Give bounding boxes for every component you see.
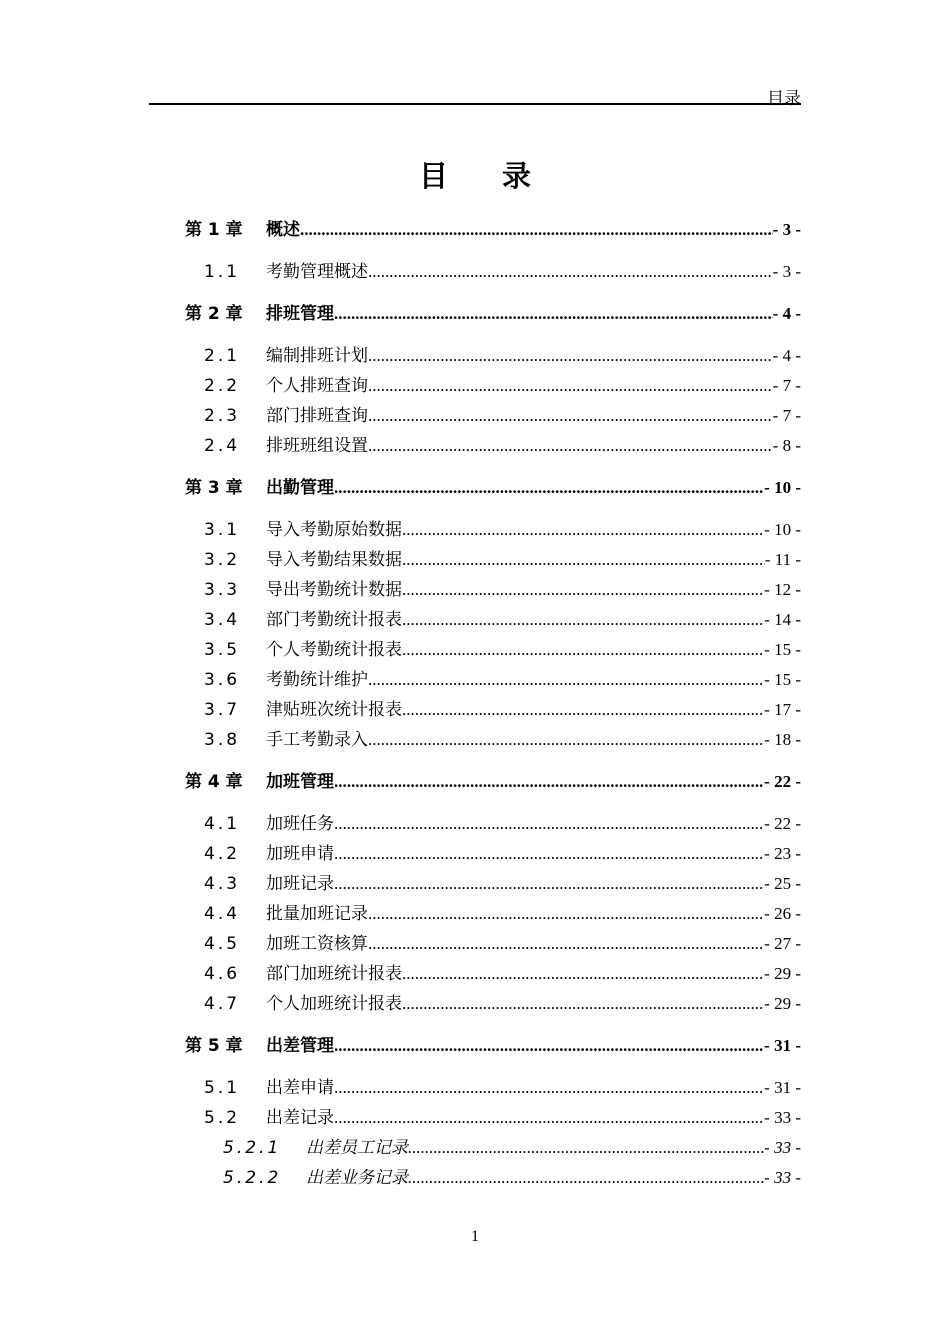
toc-leader-dots	[402, 577, 764, 603]
toc-leader-dots	[402, 961, 764, 987]
toc-entry-title: 部门考勤统计报表	[266, 610, 402, 630]
toc-entry-line	[266, 871, 801, 897]
toc-leader-dots	[402, 607, 764, 633]
toc-section-entry[interactable]	[0, 577, 950, 603]
toc-entry-line	[306, 1165, 801, 1191]
toc-leader-dots	[334, 841, 764, 867]
toc-section-entry[interactable]	[0, 547, 950, 573]
toc-section-entry[interactable]	[0, 517, 950, 543]
toc-entry-line	[266, 547, 801, 573]
toc-chapter-entry[interactable]	[0, 475, 950, 501]
toc-entry-page: - 23 -	[764, 844, 801, 863]
toc-entry-line	[266, 259, 801, 285]
toc-entry-page: - 27 -	[764, 934, 801, 953]
toc-entry-line	[266, 1033, 801, 1059]
toc-entry-title: 出差管理	[266, 1036, 334, 1056]
toc-leader-dots	[402, 517, 764, 543]
toc-entry-number: 第 1 章	[185, 220, 243, 240]
toc-leader-dots	[334, 769, 764, 795]
toc-section-entry[interactable]	[0, 1075, 950, 1101]
toc-leader-dots	[334, 871, 764, 897]
toc-entry-number: 3.5	[204, 640, 241, 660]
toc-chapter-entry[interactable]	[0, 217, 950, 243]
toc-section-entry[interactable]	[0, 343, 950, 369]
toc-entry-page: - 29 -	[764, 964, 801, 983]
toc-leader-dots	[334, 1075, 764, 1101]
toc-chapter-entry[interactable]	[0, 301, 950, 327]
toc-section-entry[interactable]	[0, 1105, 950, 1131]
toc-leader-dots	[334, 475, 764, 501]
toc-section-entry[interactable]	[0, 901, 950, 927]
toc-entry-line	[266, 403, 801, 429]
toc-leader-dots	[402, 697, 764, 723]
toc-entry-page: - 7 -	[772, 376, 801, 395]
toc-entry-title: 考勤管理概述	[266, 262, 368, 282]
toc-entry-number: 2.3	[204, 406, 241, 426]
toc-entry-number: 4.4	[204, 904, 241, 924]
toc-entry-title: 出差记录	[266, 1108, 334, 1128]
toc-chapter-entry[interactable]	[0, 769, 950, 795]
toc-entry-number: 4.2	[204, 844, 241, 864]
toc-entry-title: 个人加班统计报表	[266, 994, 402, 1014]
toc-entry-title: 个人排班查询	[266, 376, 368, 396]
toc-leader-dots	[368, 433, 773, 459]
toc-leader-dots	[402, 637, 764, 663]
toc-section-entry[interactable]	[0, 667, 950, 693]
toc-entry-line	[266, 475, 801, 501]
toc-entry-title: 批量加班记录	[266, 904, 368, 924]
toc-entry-page: - 12 -	[764, 580, 801, 599]
running-header: 目录	[767, 89, 801, 109]
toc-entry-page: - 7 -	[772, 406, 801, 425]
toc-entry-line	[266, 343, 801, 369]
toc-entry-line	[266, 727, 801, 753]
toc-entry-number: 5.2.1	[223, 1138, 282, 1158]
toc-leader-dots	[368, 931, 764, 957]
toc-section-entry[interactable]	[0, 841, 950, 867]
toc-entry-number: 4.7	[204, 994, 241, 1014]
toc-section-entry[interactable]	[0, 727, 950, 753]
toc-subsection-entry[interactable]	[0, 1135, 950, 1161]
toc-entry-number: 3.7	[204, 700, 241, 720]
toc-entry-number: 3.2	[204, 550, 241, 570]
toc-entry-page: - 15 -	[764, 640, 801, 659]
toc-entry-page: - 4 -	[772, 304, 801, 323]
toc-entry-line	[266, 1105, 801, 1131]
toc-entry-page: - 29 -	[764, 994, 801, 1013]
toc-entry-number: 2.2	[204, 376, 241, 396]
toc-entry-page: - 22 -	[764, 772, 801, 791]
toc-leader-dots	[368, 727, 764, 753]
toc-entry-number: 3.8	[204, 730, 241, 750]
toc-entry-line	[306, 1135, 801, 1161]
toc-entry-title: 导出考勤统计数据	[266, 580, 402, 600]
toc-entry-number: 1.1	[204, 262, 241, 282]
toc-entry-title: 加班申请	[266, 844, 334, 864]
header-rule	[149, 103, 801, 105]
toc-entry-line	[266, 373, 801, 399]
toc-entry-title: 出差申请	[266, 1078, 334, 1098]
toc-entry-title: 出勤管理	[266, 478, 334, 498]
toc-entry-page: - 33 -	[764, 1168, 801, 1187]
toc-entry-title: 排班管理	[266, 304, 334, 324]
toc-chapter-entry[interactable]	[0, 1033, 950, 1059]
toc-entry-number: 5.2	[204, 1108, 241, 1128]
toc-entry-page: - 14 -	[764, 610, 801, 629]
toc-entry-page: - 10 -	[764, 478, 801, 497]
toc-entry-line	[266, 769, 801, 795]
toc-entry-page: - 18 -	[764, 730, 801, 749]
toc-entry-line	[266, 607, 801, 633]
toc-entry-line	[266, 841, 801, 867]
toc-entry-title: 考勤统计维护	[266, 670, 368, 690]
toc-entry-number: 第 2 章	[185, 304, 243, 324]
toc-entry-number: 3.3	[204, 580, 241, 600]
toc-leader-dots	[368, 901, 764, 927]
toc-leader-dots	[402, 991, 764, 1017]
page-number: 1	[471, 1228, 479, 1245]
toc-entry-title: 加班任务	[266, 814, 334, 834]
toc-section-entry[interactable]	[0, 931, 950, 957]
toc-entry-title: 出差业务记录	[306, 1168, 408, 1188]
toc-entry-page: - 3 -	[772, 220, 801, 239]
page-title: 目 录	[418, 159, 554, 193]
toc-section-entry[interactable]	[0, 259, 950, 285]
toc-entry-title: 个人考勤统计报表	[266, 640, 402, 660]
toc-entry-number: 2.1	[204, 346, 241, 366]
toc-entry-line	[266, 697, 801, 723]
toc-entry-page: - 33 -	[764, 1138, 801, 1157]
toc-entry-line	[266, 217, 801, 243]
toc-leader-dots	[402, 547, 765, 573]
toc-entry-title: 部门排班查询	[266, 406, 368, 426]
toc-entry-title: 加班管理	[266, 772, 334, 792]
toc-leader-dots	[334, 1105, 764, 1131]
toc-leader-dots	[408, 1135, 764, 1161]
toc-leader-dots	[368, 373, 773, 399]
toc-entry-line	[266, 931, 801, 957]
toc-leader-dots	[334, 811, 764, 837]
toc-entry-line	[266, 577, 801, 603]
toc-section-entry[interactable]	[0, 433, 950, 459]
toc-entry-line	[266, 811, 801, 837]
toc-section-entry[interactable]	[0, 607, 950, 633]
toc-entry-number: 第 5 章	[185, 1036, 243, 1056]
toc-entry-line	[266, 961, 801, 987]
toc-leader-dots	[334, 1033, 764, 1059]
toc-entry-line	[266, 901, 801, 927]
toc-leader-dots	[368, 667, 764, 693]
toc-section-entry[interactable]	[0, 637, 950, 663]
toc-entry-number: 4.3	[204, 874, 241, 894]
toc-entry-number: 3.1	[204, 520, 241, 540]
toc-leader-dots	[300, 217, 773, 243]
toc-leader-dots	[334, 301, 773, 327]
toc-entry-title: 津贴班次统计报表	[266, 700, 402, 720]
toc-entry-title: 编制排班计划	[266, 346, 368, 366]
toc-section-entry[interactable]	[0, 871, 950, 897]
toc-entry-page: - 4 -	[772, 346, 801, 365]
toc-section-entry[interactable]	[0, 811, 950, 837]
toc-entry-number: 5.1	[204, 1078, 241, 1098]
toc-entry-page: - 26 -	[764, 904, 801, 923]
toc-entry-line	[266, 637, 801, 663]
toc-entry-page: - 22 -	[764, 814, 801, 833]
toc-entry-number: 3.6	[204, 670, 241, 690]
toc-entry-title: 导入考勤结果数据	[266, 550, 402, 570]
toc-entry-number: 2.4	[204, 436, 241, 456]
toc-leader-dots	[408, 1165, 764, 1191]
toc-entry-page: - 8 -	[772, 436, 801, 455]
toc-entry-title: 手工考勤录入	[266, 730, 368, 750]
toc-section-entry[interactable]	[0, 961, 950, 987]
toc-section-entry[interactable]	[0, 403, 950, 429]
toc-entry-page: - 25 -	[764, 874, 801, 893]
toc-entry-number: 第 3 章	[185, 478, 243, 498]
toc-entry-title: 部门加班统计报表	[266, 964, 402, 984]
toc-entry-line	[266, 433, 801, 459]
toc-entry-number: 3.4	[204, 610, 241, 630]
toc-entry-line	[266, 991, 801, 1017]
toc-leader-dots	[368, 403, 773, 429]
toc-entry-line	[266, 301, 801, 327]
toc-section-entry[interactable]	[0, 991, 950, 1017]
toc-entry-title: 加班工资核算	[266, 934, 368, 954]
toc-entry-page: - 11 -	[764, 550, 801, 569]
toc-section-entry[interactable]	[0, 373, 950, 399]
toc-entry-title: 概述	[266, 220, 300, 240]
toc-entry-number: 第 4 章	[185, 772, 243, 792]
toc-section-entry[interactable]	[0, 697, 950, 723]
toc-entry-page: - 10 -	[764, 520, 801, 539]
toc-entry-page: - 3 -	[772, 262, 801, 281]
toc-leader-dots	[368, 343, 773, 369]
toc-entry-title: 排班班组设置	[266, 436, 368, 456]
toc-entry-page: - 33 -	[764, 1108, 801, 1127]
toc-entry-number: 4.6	[204, 964, 241, 984]
toc-entry-title: 出差员工记录	[306, 1138, 408, 1158]
toc-entry-line	[266, 517, 801, 543]
toc-subsection-entry[interactable]	[0, 1165, 950, 1191]
toc-entry-title: 导入考勤原始数据	[266, 520, 402, 540]
toc-entry-page: - 31 -	[764, 1078, 801, 1097]
toc-entry-line	[266, 1075, 801, 1101]
toc-entry-line	[266, 667, 801, 693]
toc-entry-number: 4.5	[204, 934, 241, 954]
toc-entry-page: - 15 -	[764, 670, 801, 689]
toc-entry-number: 5.2.2	[223, 1168, 282, 1188]
toc-entry-number: 4.1	[204, 814, 241, 834]
toc-entry-page: - 31 -	[764, 1036, 801, 1055]
toc-leader-dots	[368, 259, 773, 285]
toc-entry-title: 加班记录	[266, 874, 334, 894]
toc-entry-page: - 17 -	[764, 700, 801, 719]
